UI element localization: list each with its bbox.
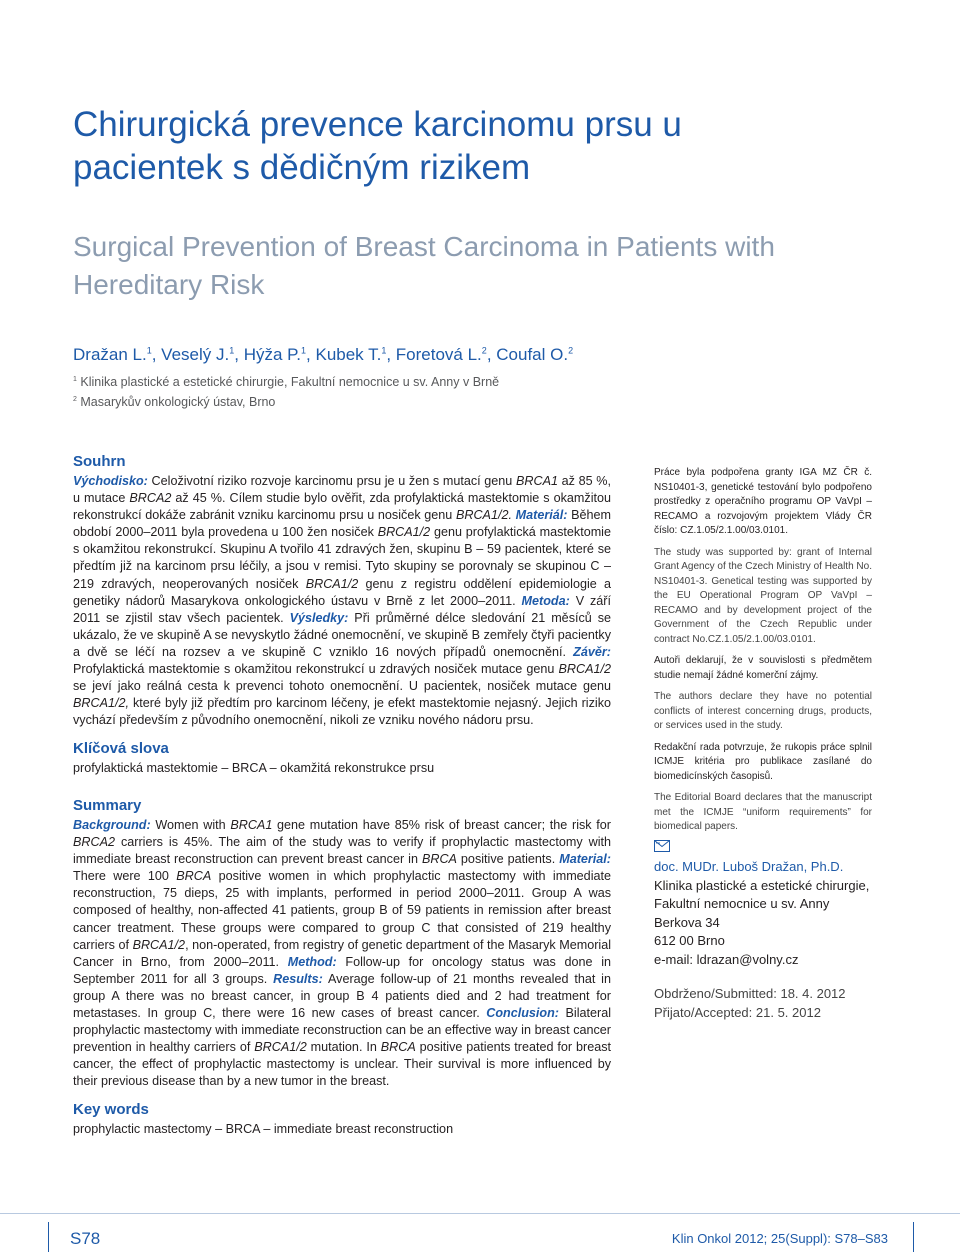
abstract-cz — [73, 452, 611, 729]
conflict-note-cz: Autoři deklarují, že v souvislosti s předmětem studie nemají žádné komerční zájmy. — [654, 655, 872, 681]
article-title: Chirurgická prevence karcinomu prsu u pacientek s dědičným rizikem — [73, 105, 682, 187]
text-run: Women with — [150, 818, 231, 832]
text-run: Během období 2000–2011 byla provedena u 100 žen nosiček — [73, 508, 611, 540]
section-label: Východisko: — [73, 474, 148, 488]
gene-name: BRCA1/2 — [254, 1040, 307, 1055]
gene-name: BRCA1 — [515, 474, 558, 488]
author-sup: 1 — [381, 345, 387, 356]
text-run: až 85 %, u mutace — [73, 474, 611, 506]
text-run: genu profylaktická mastektomie s okamžitou rekonstrukcí. Skupinu A tvořilo 41 zdravých žen, skupinu B – 59 pacientek, které se předtím již na karcinom prsu léčily, a jsou v remisi. Tyto skupiny se porovnaly se skupinou C – 219 zdravých, neoperovaných nosiček — [73, 525, 611, 591]
text-run: mutation. In — [306, 1040, 381, 1055]
date-received: Obdrženo/Submitted: 18. 4. 2012 — [654, 986, 846, 1001]
section-label: Method: — [279, 954, 337, 969]
text-run: gene mutation have 85% risk of breast cancer; the risk for — [272, 818, 611, 832]
contact-line: Berkova 34 — [654, 914, 720, 930]
affiliation — [73, 375, 499, 389]
gene-name: BRCA1 — [230, 818, 273, 832]
abstract-cz-heading: Souhrn — [73, 453, 126, 470]
affiliation-text: Klinika plastické a estetické chirurgie, Fakultní nemocnice u sv. Anny v Brně — [80, 375, 500, 389]
sidebar-notes — [654, 466, 872, 842]
author-sup: 2 — [481, 345, 487, 356]
text-run: Average follow-up of 21 months revealed that in group A there was no breast cancer, in group B 4 patients died and 2 had treatment for metastases. In group C, there were 16 new cases of breast cancer. — [73, 971, 611, 1021]
text-run: positive patients. — [456, 852, 556, 867]
text-run: There were 100 — [73, 869, 177, 884]
text-run: carriers is 45%. The aim of the study was to verify if prophylactic mastectomy with immediate breast reconstruction can prevent breast cancer in — [73, 835, 611, 867]
author-sup: 1 — [301, 345, 307, 356]
author-list: Dražan L.$^1$, Veselý J.$^1$, Hýža P.$^1$, Kubek T.$^1$, Foretová L.$^2$, Coufal O.$^2$ — [73, 345, 574, 364]
text-run: positive women in which prophylactic mastectomy with immediate reconstruction, 75 dieps, 25 with implants, performed in period 2000–2011. Group A was composed of healthy, non-affected 41 patients, group B of 59 patients in remission after breast cancer treatment. These groups were compared to group C that consisted of 219 healthy carriers of — [73, 869, 611, 952]
text-run: genu z registru oddělení epidemiologie a genetiky nádorů Masarykova onkologického ústavu v Brně z let 2000–2011. — [73, 576, 611, 608]
author: Hýža P. — [243, 345, 302, 364]
text-run: V září 2011 se zjistil stav všech pacientek. — [73, 593, 611, 625]
abstract-cz-text — [73, 473, 611, 729]
gene-name: BRCA1/2, — [73, 696, 129, 711]
gene-name: BRCA2 — [129, 491, 172, 506]
author-sup: 1 — [146, 345, 152, 356]
text-run: Celoživotní riziko rozvoje karcinomu prsu je u žen s mutací genu — [147, 474, 516, 488]
contact-email: e-mail: ldrazan@volny.cz — [654, 951, 799, 967]
support-note-en: The study was supported by: grant of Internal Grant Agency of the Czech Ministry of Health No. NS10401-3. Genetical testing was supported by the EU Operational Program OP VaVpI – RECAMO and by development project of the Government of the Czech Republic under contract No.CZ.1.05/2.1.00/03.0101. — [654, 546, 872, 645]
text-run: Profylaktická mastektomie s okamžitou rekonstrukcí u zdravých nosiček mutace genu — [73, 662, 559, 677]
keywords-cz-text: profylaktická mastektomie – BRCA – okamžitá rekonstrukce prsu — [73, 761, 435, 775]
keywords-en — [73, 1100, 611, 1138]
support-note-cz: Práce byla podpořena granty IGA MZ ČR č. NS10401-3, genetické testování bylo podpořeno prostředky z operačního programu OP VaVpI – RECAMO a rozvojovým projektem Vlády ČR číslo: CZ.1.05/2.1.00/03.0101. — [654, 467, 872, 536]
gene-name: BRCA1/2. — [455, 508, 512, 523]
gene-name: BRCA1/2 — [132, 937, 186, 952]
affiliation-sup: 1 — [73, 375, 77, 383]
affiliation-text: Masarykův onkologický ústav, Brno — [80, 395, 276, 409]
text-run: Při průměrné délce sledování 21 měsíců se ukázalo, že ve skupině A se nevyskytlo žádné onemocnění, ve skupině B zemřely čtyři pacientky a dvě se léčí na rozsev a ve skupině C vzniklo 16 nových případů onemocnění. — [73, 610, 612, 659]
text-run: Bilateral prophylactic mastectomy with immediate reconstruction can be an effective way in breast cancer prevention in healthy carriers of — [73, 1006, 612, 1055]
article-dates — [654, 985, 846, 1022]
text-run: , non-operated, from registry of genetic department of the Masaryk Memorial Cancer in Brno, from 2000–2011. — [73, 937, 611, 969]
section-label: Závěr: — [565, 644, 611, 659]
author: Dražan L. — [73, 345, 147, 364]
section-label: Metoda: — [515, 593, 570, 608]
author-sup: 1 — [229, 345, 235, 356]
gene-name: BRCA — [176, 869, 212, 884]
gene-name: BRCA2 — [73, 835, 115, 850]
abstract-en-text — [73, 817, 611, 1091]
section-label: Výsledky: — [283, 610, 349, 625]
gene-name: BRCA1/2 — [377, 525, 431, 540]
section-label: Materiál: — [511, 508, 568, 523]
keywords-en-text: prophylactic mastectomy – BRCA – immediate breast reconstruction — [73, 1122, 454, 1136]
contact-line: 612 00 Brno — [654, 933, 725, 948]
text-run: se jeví jako reálná cesta k prevenci tohoto onemocnění. U pacientek, nosiček mutace genu — [73, 679, 611, 694]
gene-name: BRCA — [380, 1040, 416, 1055]
section-label: Background: — [73, 818, 151, 832]
icmje-note-en: The Editorial Board declares that the manuscript met the ICMJE “uniform requirements” for biomedical papers. — [654, 792, 872, 832]
conflict-note-en: The authors declare they have no potential conflicts of interest concerning drugs, products, or services used in the study. — [654, 691, 872, 731]
text-run: Follow-up for oncology status was done in September 2011 for all 3 groups. — [73, 954, 611, 986]
gene-name: BRCA — [421, 852, 457, 867]
journal-citation: Klin Onkol 2012; 25(Suppl): S78–S83 — [671, 1231, 888, 1246]
gene-name: BRCA1/2 — [305, 576, 359, 591]
abstract-en — [73, 796, 611, 1091]
keywords-cz-heading: Klíčová slova — [73, 740, 169, 757]
affiliation-sup: 2 — [73, 395, 77, 403]
gene-name: BRCA1/2 — [558, 662, 611, 677]
abstract-en-heading: Summary — [73, 797, 142, 814]
keywords-en-heading: Key words — [73, 1101, 149, 1118]
footer-rule — [0, 1213, 960, 1214]
author: Foretová L. — [395, 345, 482, 364]
author: Veselý J. — [161, 345, 230, 364]
text-run: které byly již předtím pro karcinom léčeny, je efekt mastektomie nejasný. Jejich riziko vychází především z původního onemocnění, nikoli ze vzniku nového nádoru prsu. — [73, 696, 611, 728]
author: Coufal O. — [496, 345, 569, 364]
keywords-cz — [73, 739, 611, 777]
text-run: až 45 %. Cílem studie bylo ověřit, zda profylaktická mastektomie s okamžitou rekonstrukcí dokáže zabránit vzniku karcinomu prsu u nosiček genu — [73, 491, 611, 523]
correspondence — [654, 840, 884, 969]
text-run: positive patients treated for breast cancer, the effect of prophylactic mastectomy is unclear. Their survival is more influenced by their previous disease than by a new tumor in the breast. — [73, 1040, 612, 1089]
author-sup: 2 — [568, 345, 574, 356]
contact-name: doc. MUDr. Luboš Dražan, Ph.D. — [654, 859, 844, 874]
section-label: Material: — [555, 852, 612, 867]
author: Kubek T. — [315, 345, 382, 364]
contact-line: Fakultní nemocnice u sv. Anny — [654, 896, 830, 911]
article-subtitle: Surgical Prevention of Breast Carcinoma in Patients with Hereditary Risk — [73, 231, 775, 300]
section-label: Results: — [267, 971, 323, 986]
affiliation — [73, 395, 275, 409]
date-accepted: Přijato/Accepted: 21. 5. 2012 — [654, 1004, 821, 1020]
section-label: Conclusion: — [479, 1006, 560, 1021]
envelope-icon — [654, 840, 670, 852]
contact-line: Klinika plastické a estetické chirurgie, — [654, 877, 870, 893]
icmje-note-cz: Redakční rada potvrzuje, že rukopis práce splnil ICMJE kritéria pro publikace zasílané do biomedicínských časopisů. — [654, 741, 872, 782]
page-number: S78 — [70, 1229, 101, 1248]
